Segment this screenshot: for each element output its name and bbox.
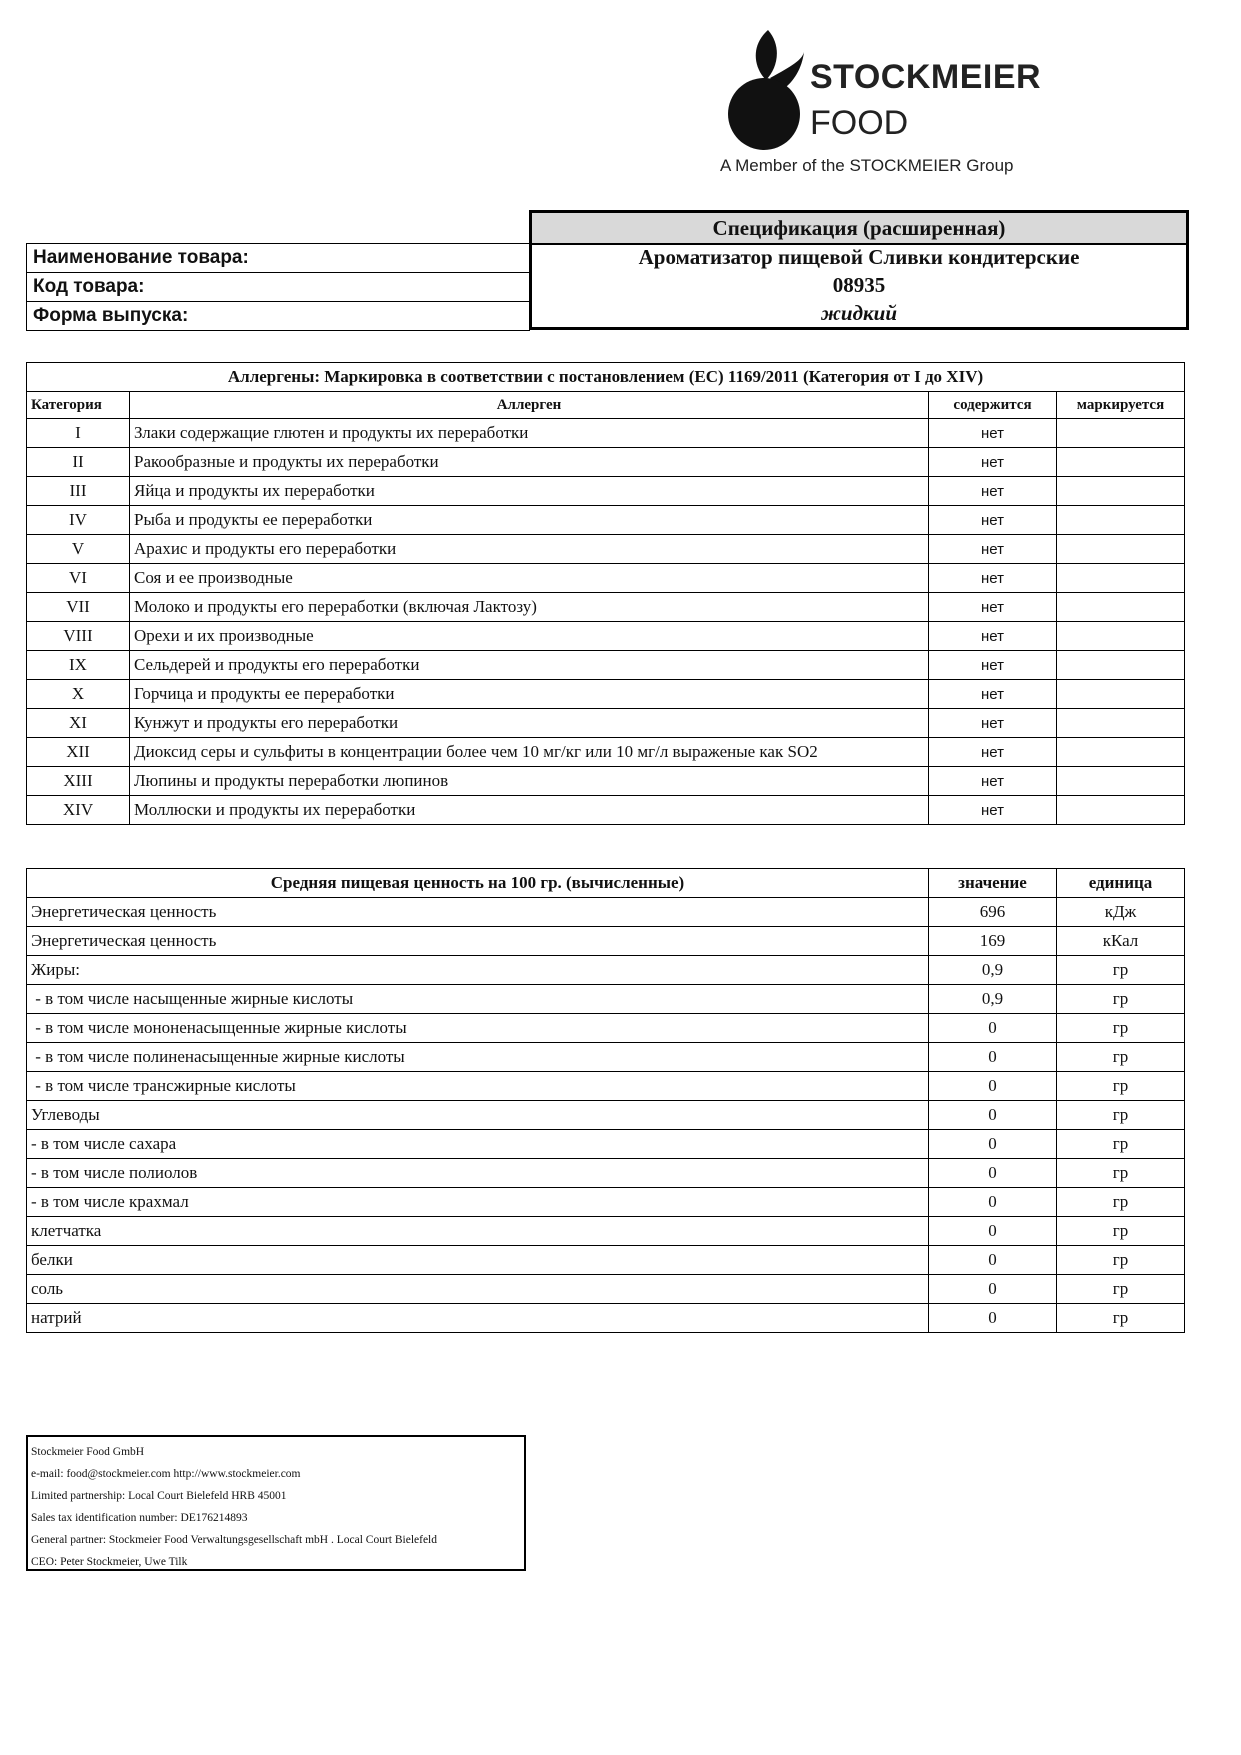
allergen-name: Орехи и их производные xyxy=(130,622,929,651)
footer-line: Stockmeier Food GmbH xyxy=(31,1446,145,1458)
nutrition-table xyxy=(26,868,1185,1333)
nutrient-name: - в том числе крахмал xyxy=(27,1188,929,1217)
allergen-category: XIII xyxy=(27,767,130,796)
nutrition-row xyxy=(27,1130,1185,1159)
allergen-name: Рыба и продукты ее переработки xyxy=(130,506,929,535)
allergen-row xyxy=(27,564,1185,593)
nutrition-row xyxy=(27,1217,1185,1246)
allergen-category: VI xyxy=(27,564,130,593)
nutrient-value: 0,9 xyxy=(929,985,1057,1014)
allergen-category: II xyxy=(27,448,130,477)
allergen-labeled xyxy=(1057,535,1185,564)
allergen-contains: нет xyxy=(929,767,1057,796)
allergen-category: III xyxy=(27,477,130,506)
nutrient-unit: гр xyxy=(1057,985,1185,1014)
nutrient-name: соль xyxy=(27,1275,929,1304)
nutrition-row xyxy=(27,1043,1185,1072)
allergen-labeled xyxy=(1057,796,1185,825)
nutrient-unit: гр xyxy=(1057,1072,1185,1101)
allergen-labeled xyxy=(1057,419,1185,448)
col-nutrient: Средняя пищевая ценность на 100 гр. (вычисленные) xyxy=(27,869,929,898)
nutrient-unit: гр xyxy=(1057,1101,1185,1130)
nutrient-unit: кКал xyxy=(1057,927,1185,956)
allergen-row xyxy=(27,535,1185,564)
label-product-code: Код товара: xyxy=(27,272,529,301)
col-labeled: маркируется xyxy=(1057,392,1185,419)
nutrient-unit: гр xyxy=(1057,956,1185,985)
nutrient-name: - в том числе насыщенные жирные кислоты xyxy=(27,985,929,1014)
allergen-contains: нет xyxy=(929,622,1057,651)
nutrition-row xyxy=(27,927,1185,956)
nutrient-name: - в том числе полиолов xyxy=(27,1159,929,1188)
nutrient-unit: гр xyxy=(1057,1217,1185,1246)
allergen-contains: нет xyxy=(929,709,1057,738)
nutrient-value: 0 xyxy=(929,1043,1057,1072)
allergen-contains: нет xyxy=(929,419,1057,448)
allergen-labeled xyxy=(1057,709,1185,738)
footer-line: Limited partnership: Local Court Bielefeld HRB 45001 xyxy=(31,1490,287,1502)
nutrition-row xyxy=(27,1159,1185,1188)
allergen-category: IV xyxy=(27,506,130,535)
allergen-name: Ракообразные и продукты их переработки xyxy=(130,448,929,477)
product-form: жидкий xyxy=(820,301,898,325)
nutrient-unit: гр xyxy=(1057,1159,1185,1188)
nutrition-row xyxy=(27,1101,1185,1130)
product-labels xyxy=(26,243,530,331)
label-product-form: Форма выпуска: xyxy=(27,301,529,330)
product-code: 08935 xyxy=(832,273,886,297)
product-values xyxy=(529,243,1189,330)
brand-tagline: A Member of the STOCKMEIER Group xyxy=(720,156,1014,175)
nutrient-value: 696 xyxy=(929,898,1057,927)
nutrient-unit: гр xyxy=(1057,1246,1185,1275)
nutrition-row xyxy=(27,1275,1185,1304)
nutrient-unit: гр xyxy=(1057,1043,1185,1072)
allergen-contains: нет xyxy=(929,535,1057,564)
allergen-category: XIV xyxy=(27,796,130,825)
col-value: значение xyxy=(929,869,1057,898)
col-unit: единица xyxy=(1057,869,1185,898)
col-contains: содержится xyxy=(929,392,1057,419)
onion-drop-icon xyxy=(720,28,810,153)
footer-line: CEO: Peter Stockmeier, Uwe Tilk xyxy=(31,1556,188,1568)
allergen-contains: нет xyxy=(929,477,1057,506)
nutrient-value: 0 xyxy=(929,1014,1057,1043)
nutrient-value: 0 xyxy=(929,1275,1057,1304)
nutrient-value: 0 xyxy=(929,1130,1057,1159)
col-category: Категория xyxy=(27,392,130,419)
nutrient-unit: гр xyxy=(1057,1130,1185,1159)
allergen-labeled xyxy=(1057,593,1185,622)
spec-title: Спецификация (расширенная) xyxy=(529,210,1189,245)
allergen-row xyxy=(27,796,1185,825)
allergen-row xyxy=(27,651,1185,680)
nutrient-value: 0 xyxy=(929,1188,1057,1217)
nutrient-value: 169 xyxy=(929,927,1057,956)
allergen-row xyxy=(27,738,1185,767)
nutrition-row xyxy=(27,898,1185,927)
allergen-name: Арахис и продукты его переработки xyxy=(130,535,929,564)
allergen-name: Люпины и продукты переработки люпинов xyxy=(130,767,929,796)
nutrient-name: Углеводы xyxy=(27,1101,929,1130)
allergen-category: I xyxy=(27,419,130,448)
allergen-labeled xyxy=(1057,564,1185,593)
allergen-category: VII xyxy=(27,593,130,622)
nutrient-value: 0 xyxy=(929,1217,1057,1246)
allergen-name: Горчица и продукты ее переработки xyxy=(130,680,929,709)
allergen-row xyxy=(27,477,1185,506)
allergen-name: Соя и ее производные xyxy=(130,564,929,593)
nutrient-name: Энергетическая ценность xyxy=(27,927,929,956)
nutrient-value: 0,9 xyxy=(929,956,1057,985)
company-logo xyxy=(720,28,1060,178)
nutrient-name: - в том числе сахара xyxy=(27,1130,929,1159)
nutrition-row xyxy=(27,1072,1185,1101)
allergen-labeled xyxy=(1057,448,1185,477)
allergen-labeled xyxy=(1057,651,1185,680)
allergen-contains: нет xyxy=(929,448,1057,477)
allergen-row xyxy=(27,593,1185,622)
allergen-labeled xyxy=(1057,767,1185,796)
allergen-contains: нет xyxy=(929,738,1057,767)
allergen-contains: нет xyxy=(929,651,1057,680)
nutrient-unit: гр xyxy=(1057,1188,1185,1217)
nutrient-unit: гр xyxy=(1057,1014,1185,1043)
company-footer xyxy=(26,1435,526,1571)
nutrient-name: Энергетическая ценность xyxy=(27,898,929,927)
allergen-row xyxy=(27,767,1185,796)
allergen-row xyxy=(27,419,1185,448)
nutrient-value: 0 xyxy=(929,1246,1057,1275)
nutrient-name: - в том числе мононенасыщенные жирные кислоты xyxy=(27,1014,929,1043)
nutrient-name: натрий xyxy=(27,1304,929,1333)
allergen-labeled xyxy=(1057,477,1185,506)
nutrient-value: 0 xyxy=(929,1072,1057,1101)
allergen-row xyxy=(27,622,1185,651)
allergens-caption: Аллергены: Маркировка в соответствии с постановлением (ЕС) 1169/2011 (Категория от I до XIV) xyxy=(27,363,1185,392)
allergen-contains: нет xyxy=(929,564,1057,593)
footer-line: Sales tax identification number: DE176214893 xyxy=(31,1512,248,1524)
nutrition-row xyxy=(27,1188,1185,1217)
allergen-name: Кунжут и продукты его переработки xyxy=(130,709,929,738)
brand-subname: FOOD xyxy=(810,104,909,142)
allergen-contains: нет xyxy=(929,680,1057,709)
allergen-name: Сельдерей и продукты его переработки xyxy=(130,651,929,680)
allergens-table xyxy=(26,362,1185,825)
product-name: Ароматизатор пищевой Сливки кондитерские xyxy=(638,245,1080,269)
nutrient-value: 0 xyxy=(929,1304,1057,1333)
nutrient-name: - в том числе трансжирные кислоты xyxy=(27,1072,929,1101)
brand-name: STOCKMEIER xyxy=(810,58,1042,96)
nutrition-row xyxy=(27,1304,1185,1333)
allergen-name: Злаки содержащие глютен и продукты их переработки xyxy=(130,419,929,448)
allergen-name: Диоксид серы и сульфиты в концентрации более чем 10 мг/кг или 10 мг/л выраженые как SO2 xyxy=(130,738,929,767)
nutrient-name: белки xyxy=(27,1246,929,1275)
col-allergen: Аллерген xyxy=(130,392,929,419)
nutrient-unit: гр xyxy=(1057,1304,1185,1333)
nutrient-name: клетчатка xyxy=(27,1217,929,1246)
allergen-category: XI xyxy=(27,709,130,738)
allergen-category: VIII xyxy=(27,622,130,651)
allergen-labeled xyxy=(1057,622,1185,651)
label-product-name: Наименование товара: xyxy=(33,247,249,268)
allergen-category: IX xyxy=(27,651,130,680)
nutrition-row xyxy=(27,985,1185,1014)
footer-line: e-mail: food@stockmeier.com http://www.stockmeier.com xyxy=(31,1468,301,1480)
nutrient-unit: гр xyxy=(1057,1275,1185,1304)
nutrition-row xyxy=(27,956,1185,985)
allergen-contains: нет xyxy=(929,796,1057,825)
allergen-labeled xyxy=(1057,738,1185,767)
nutrient-value: 0 xyxy=(929,1101,1057,1130)
allergen-name: Молоко и продукты его переработки (включая Лактозу) xyxy=(130,593,929,622)
nutrient-name: Жиры: xyxy=(27,956,929,985)
allergen-category: XII xyxy=(27,738,130,767)
allergen-name: Яйца и продукты их переработки xyxy=(130,477,929,506)
nutrition-row xyxy=(27,1246,1185,1275)
allergen-row xyxy=(27,680,1185,709)
allergen-row xyxy=(27,506,1185,535)
nutrient-name: - в том числе полиненасыщенные жирные кислоты xyxy=(27,1043,929,1072)
nutrient-value: 0 xyxy=(929,1159,1057,1188)
allergen-category: X xyxy=(27,680,130,709)
allergen-labeled xyxy=(1057,680,1185,709)
allergen-contains: нет xyxy=(929,593,1057,622)
allergen-row xyxy=(27,448,1185,477)
allergen-labeled xyxy=(1057,506,1185,535)
footer-line: General partner: Stockmeier Food Verwaltungsgesellschaft mbH . Local Court Bielefeld xyxy=(31,1534,438,1546)
allergen-row xyxy=(27,709,1185,738)
allergen-contains: нет xyxy=(929,506,1057,535)
nutrient-unit: кДж xyxy=(1057,898,1185,927)
allergen-category: V xyxy=(27,535,130,564)
allergen-name: Моллюски и продукты их переработки xyxy=(130,796,929,825)
nutrition-row xyxy=(27,1014,1185,1043)
